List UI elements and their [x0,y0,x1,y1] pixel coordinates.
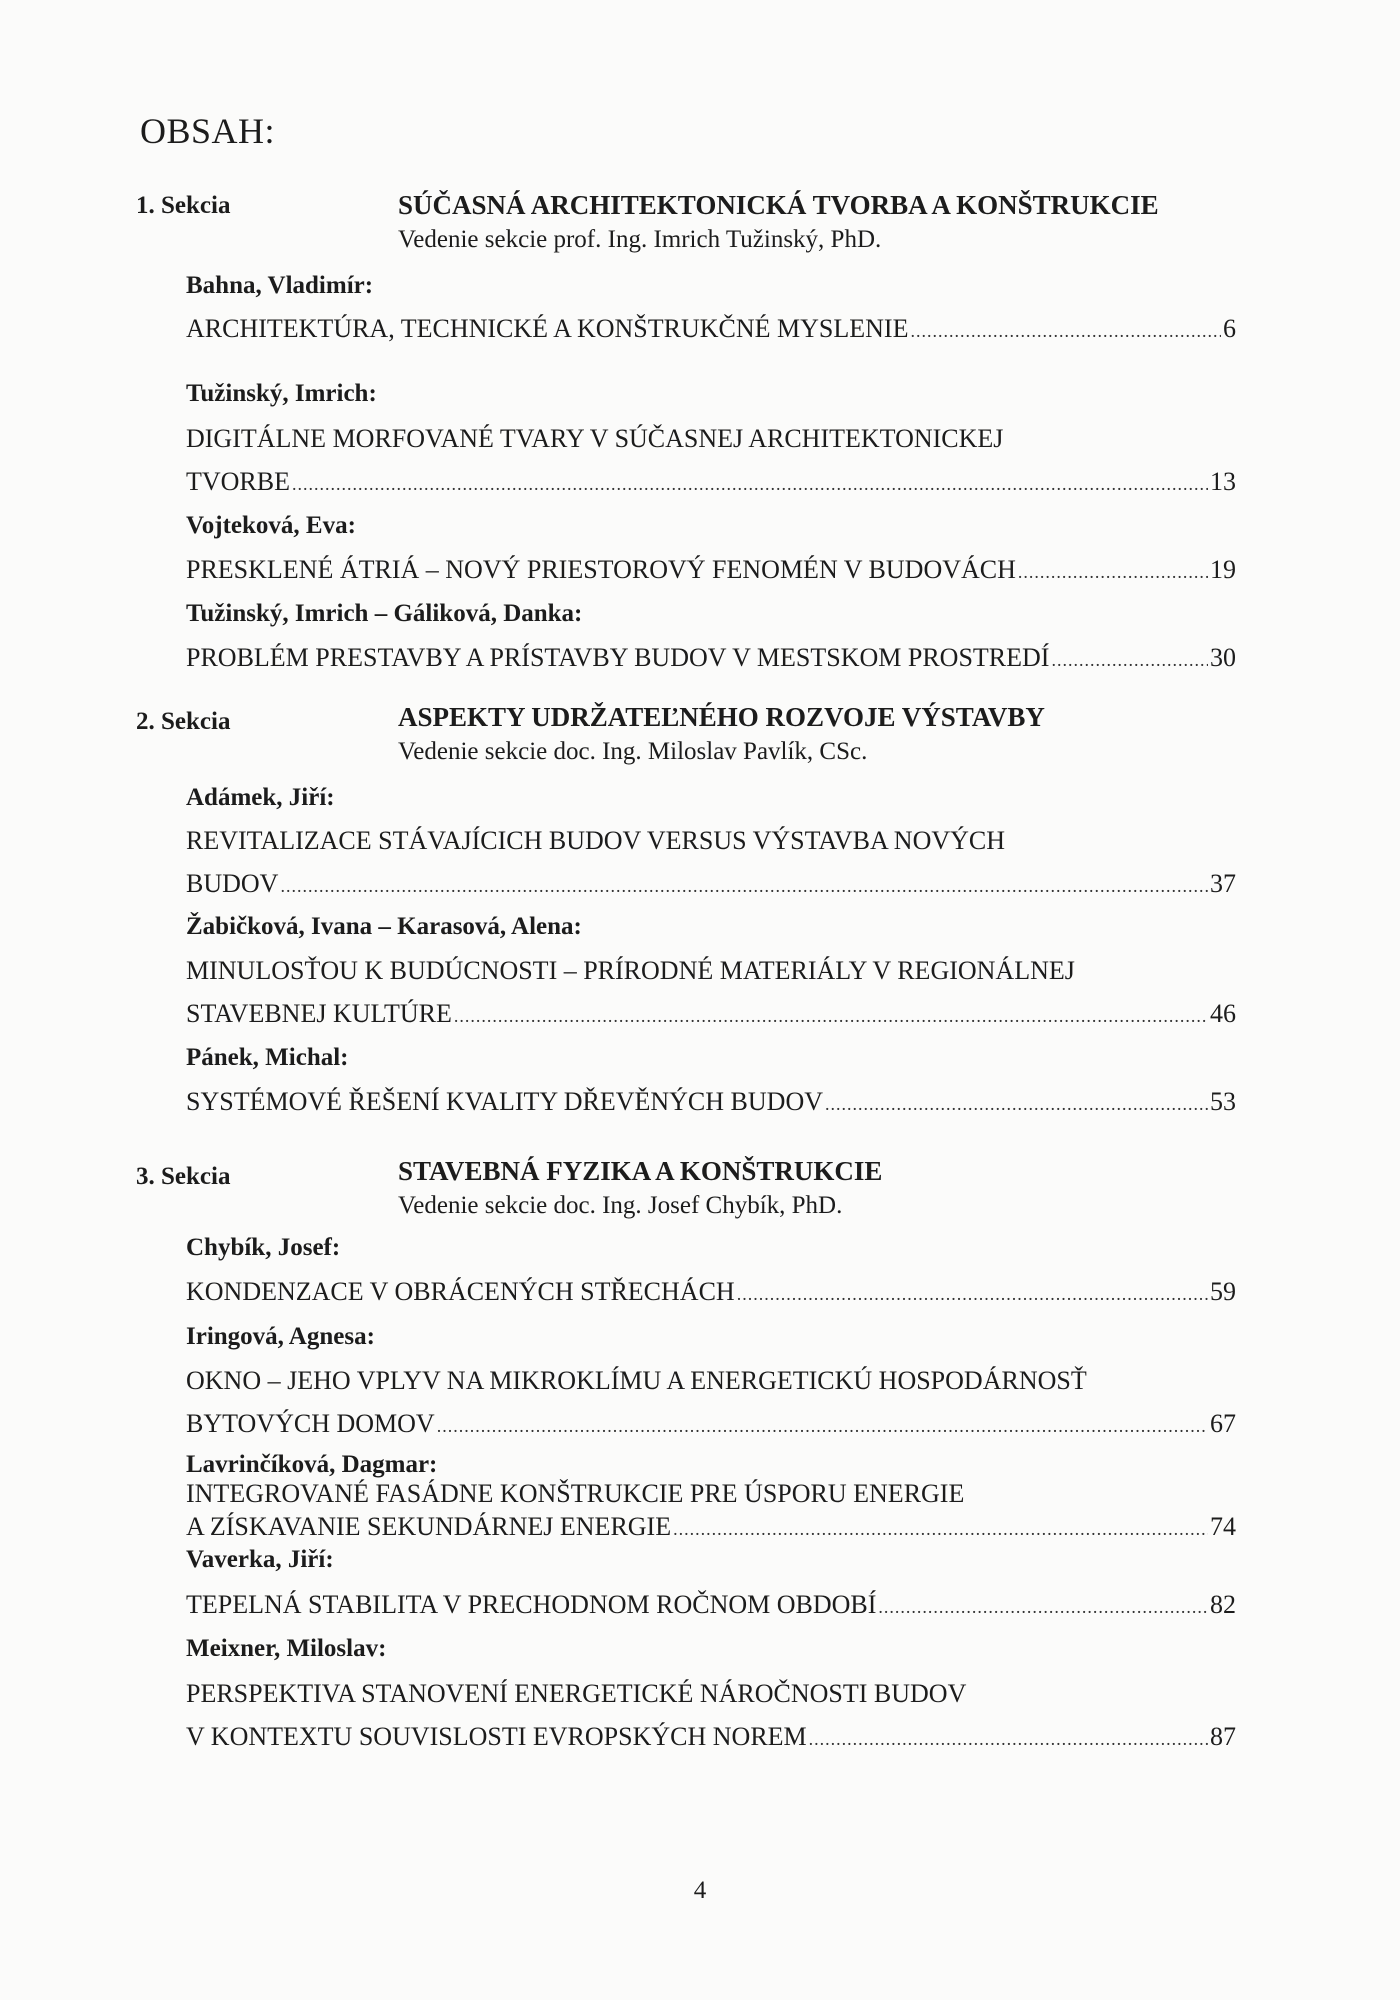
entry-title: DIGITÁLNE MORFOVANÉ TVARY V SÚČASNEJ ARCHITEKTONICKEJ [186,424,1004,453]
entry-title: TEPELNÁ STABILITA V PRECHODNOM ROČNOM OBDOBÍ [186,1590,877,1619]
toc-entry[interactable] [186,314,1236,344]
entry-page: 87 [1210,1722,1236,1751]
toc-entry[interactable] [186,643,1236,673]
toc-entry-line[interactable] [186,1679,1236,1709]
entry-author: Meixner, Miloslav: [186,1635,387,1662]
toc-entry-line[interactable] [186,424,1236,454]
entry-author: Žabičková, Ivana – Karasová, Alena: [186,913,582,940]
dot-leader [673,1519,1208,1540]
toc-entry[interactable] [186,555,1236,585]
entry-title: PRESKLENÉ ÁTRIÁ – NOVÝ PRIESTOROVÝ FENOMÉN V BUDOVÁCH [186,555,1016,584]
dot-leader [825,1094,1208,1115]
dot-leader [737,1284,1208,1305]
dot-leader [292,474,1208,495]
dot-leader [454,1006,1208,1027]
toc-entry-line[interactable] [186,1366,1236,1396]
entry-title: V KONTEXTU SOUVISLOSTI EVROPSKÝCH NOREM [186,1722,807,1751]
entry-author: Lavrinčíková, Dagmar: [186,1451,438,1478]
entry-author: Chybík, Josef: [186,1234,341,1261]
toc-entry-line[interactable] [186,956,1236,986]
entry-page: 82 [1210,1590,1236,1619]
entry-author: Vaverka, Jiří: [186,1546,334,1573]
entry-author: Bahna, Vladimír: [186,272,374,299]
entry-title: OKNO – JEHO VPLYV NA MIKROKLÍMU A ENERGETICKÚ HOSPODÁRNOSŤ [186,1366,1087,1395]
section-label: 3. Sekcia [136,1163,231,1190]
entry-title: INTEGROVANÉ FASÁDNE KONŠTRUKCIE PRE ÚSPORU ENERGIE [186,1479,965,1508]
section-title: STAVEBNÁ FYZIKA A KONŠTRUKCIE [398,1156,883,1186]
entry-title: MINULOSŤOU K BUDÚCNOSTI – PRÍRODNÉ MATERIÁLY V REGIONÁLNEJ [186,956,1075,985]
toc-entry[interactable] [186,1512,1236,1542]
entry-author: Tužinský, Imrich – Gáliková, Danka: [186,600,583,627]
entry-author: Pánek, Michal: [186,1044,349,1071]
entry-page: 53 [1210,1087,1236,1116]
entry-page: 6 [1223,314,1236,343]
entry-page: 19 [1210,555,1236,584]
entry-page: 30 [1210,643,1236,672]
entry-title: PERSPEKTIVA STANOVENÍ ENERGETICKÉ NÁROČNOSTI BUDOV [186,1679,967,1708]
page-number: 4 [693,1877,707,1904]
entry-page: 67 [1210,1409,1236,1438]
section-label: 1. Sekcia [136,192,231,219]
entry-title: STAVEBNEJ KULTÚRE [186,999,452,1028]
entry-page: 46 [1210,999,1236,1028]
section-chair: Vedenie sekcie prof. Ing. Imrich Tužinský, PhD. [398,226,882,253]
toc-entry-line[interactable] [186,1479,1236,1509]
entry-page: 74 [1210,1512,1236,1541]
entry-title: REVITALIZACE STÁVAJÍCICH BUDOV VERSUS VÝSTAVBA NOVÝCH [186,826,1006,855]
toc-entry[interactable] [186,1087,1236,1117]
toc-entry[interactable] [186,467,1236,497]
toc-entry[interactable] [186,999,1236,1029]
entry-title: SYSTÉMOVÉ ŘEŠENÍ KVALITY DŘEVĚNÝCH BUDOV [186,1087,823,1116]
dot-leader [878,1597,1208,1618]
toc-entry[interactable] [186,869,1236,899]
section-label: 2. Sekcia [136,708,231,735]
section-chair: Vedenie sekcie doc. Ing. Josef Chybík, PhD. [398,1192,843,1219]
toc-entry[interactable] [186,1722,1236,1752]
entry-title: TVORBE [186,467,290,496]
dot-leader [910,321,1221,342]
entry-author: Adámek, Jiří: [186,784,335,811]
entry-title: BYTOVÝCH DOMOV [186,1409,435,1438]
entry-title: KONDENZACE V OBRÁCENÝCH STŘECHÁCH [186,1277,735,1306]
entry-title: ARCHITEKTÚRA, TECHNICKÉ A KONŠTRUKČNÉ MYSLENIE [186,314,909,343]
toc-entry[interactable] [186,1590,1236,1620]
dot-leader [1018,562,1208,583]
entry-author: Vojteková, Eva: [186,512,356,539]
toc-heading: OBSAH: [140,111,276,151]
toc-entry-line[interactable] [186,826,1236,856]
section-title: ASPEKTY UDRŽATEĽNÉHO ROZVOJE VÝSTAVBY [398,702,1045,732]
dot-leader [809,1729,1208,1750]
toc-entry[interactable] [186,1409,1236,1439]
entry-page: 59 [1210,1277,1236,1306]
entry-author: Iringová, Agnesa: [186,1323,375,1350]
dot-leader [280,876,1208,897]
entry-page: 13 [1210,467,1236,496]
entry-title: A ZÍSKAVANIE SEKUNDÁRNEJ ENERGIE [186,1512,672,1541]
section-chair: Vedenie sekcie doc. Ing. Miloslav Pavlík, CSc. [398,738,868,765]
section-title: SÚČASNÁ ARCHITEKTONICKÁ TVORBA A KONŠTRUKCIE [398,190,1159,220]
entry-title: PROBLÉM PRESTAVBY A PRÍSTAVBY BUDOV V MESTSKOM PROSTREDÍ [186,643,1050,672]
dot-leader [437,1416,1208,1437]
entry-page: 37 [1210,869,1236,898]
toc-entry[interactable] [186,1277,1236,1307]
entry-title: BUDOV [186,869,279,898]
entry-author: Tužinský, Imrich: [186,380,377,407]
dot-leader [1051,650,1208,671]
